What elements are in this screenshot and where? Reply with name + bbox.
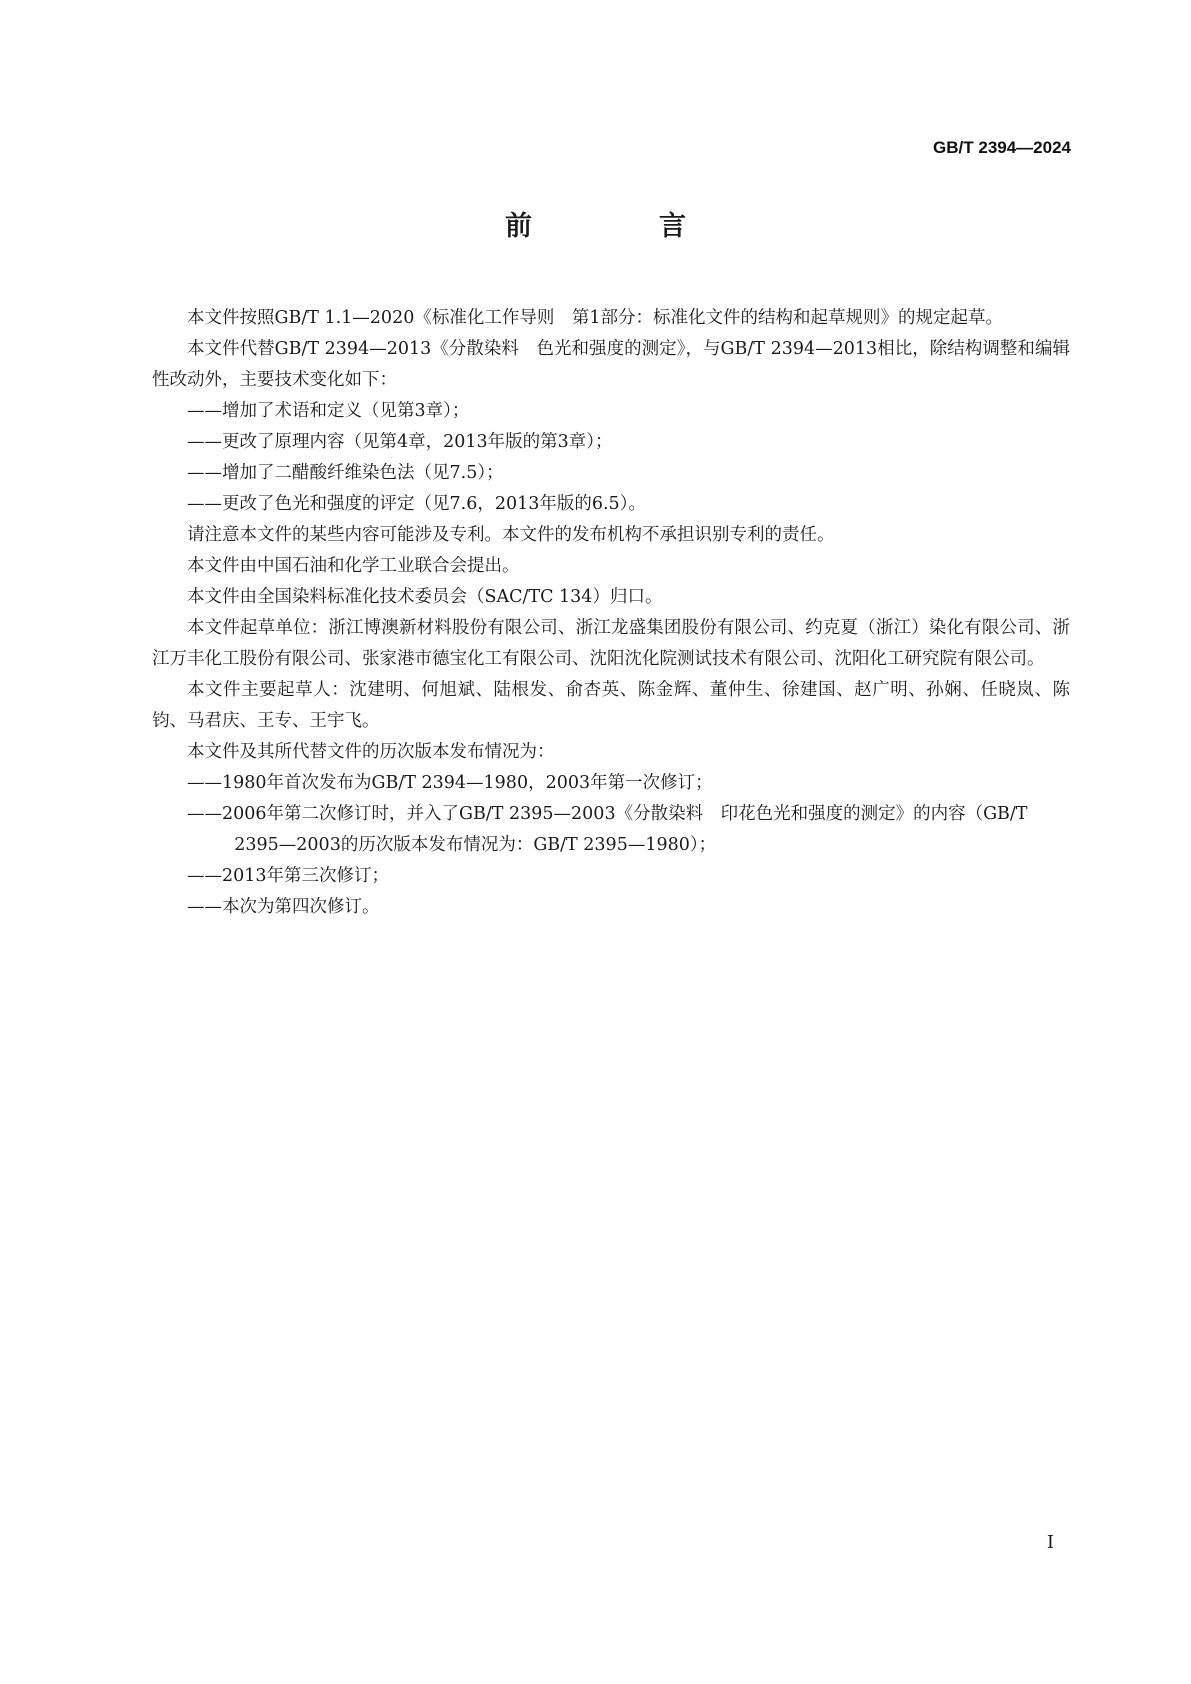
paragraph-history-intro: 本文件及其所代替文件的历次版本发布情况为： (187, 742, 555, 762)
paragraph-managed-by: 本文件由全国染料标准化技术委员会（SAC/TC 134）归口。 (187, 587, 663, 607)
foreword-body (152, 303, 1070, 923)
document-id: GB/T 2394—2024 (933, 138, 1071, 157)
page-number: I (1046, 1532, 1054, 1553)
paragraph-proposed-by: 本文件由中国石油和化学工业联合会提出。 (187, 556, 520, 576)
list-item-history: ——2006年第二次修订时，并入了GB/T 2395—2003《分散染料 印花色光和强度的测定》的内容（GB/T 2395—2003的历次版本发布情况为：GB/T 2395—1980）； (187, 804, 1028, 855)
list-item-history: ——2013年第三次修订； (187, 866, 390, 886)
paragraph-drafting-rules: 本文件按照GB/T 1.1—2020《标准化工作导则 第1部分：标准化文件的结构和起草规则》的规定起草。 (187, 308, 1003, 328)
paragraph-drafters: 本文件主要起草人：沈建明、何旭斌、陆根发、俞杏英、陈金辉、董仲生、徐建国、赵广明、孙娴、任晓岚、陈钧、马君庆、王专、王宇飞。 (152, 680, 1070, 731)
paragraph-drafting-units: 本文件起草单位：浙江博澳新材料股份有限公司、浙江龙盛集团股份有限公司、约克夏（浙江）染化有限公司、浙江万丰化工股份有限公司、张家港市德宝化工有限公司、沈阳沈化院测试技术有限公司、沈阳化工研究院有限公司。 (152, 618, 1070, 669)
list-item-change: ——更改了原理内容（见第4章，2013年版的第3章）； (187, 432, 613, 452)
list-item-history: ——1980年首次发布为GB/T 2394—1980，2003年第一次修订； (187, 773, 713, 793)
page-title: 前 言 (505, 211, 736, 242)
list-item-change: ——更改了色光和强度的评定（见7.6，2013年版的6.5）。 (187, 494, 646, 514)
paragraph-replaces: 本文件代替GB/T 2394—2013《分散染料 色光和强度的测定》，与GB/T 2394—2013相比，除结构调整和编辑性改动外，主要技术变化如下： (152, 339, 1070, 390)
paragraph-patent-notice: 请注意本文件的某些内容可能涉及专利。本文件的发布机构不承担识别专利的责任。 (187, 525, 835, 545)
list-item-change: ——增加了二醋酸纤维染色法（见7.5）； (187, 463, 504, 483)
list-item-change: ——增加了术语和定义（见第3章）； (187, 401, 470, 421)
list-item-history: ——本次为第四次修订。 (187, 897, 380, 917)
